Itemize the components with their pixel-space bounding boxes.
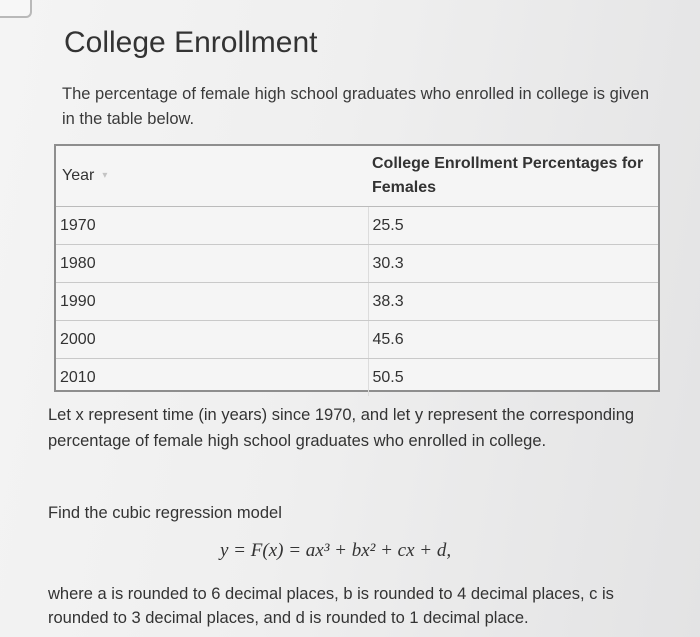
page-corner-tab xyxy=(0,0,32,18)
percentage-column-header: College Enrollment Percentages for Females xyxy=(368,146,658,207)
table-row xyxy=(56,207,658,245)
table-row xyxy=(56,321,658,359)
percentage-cell: 50.5 xyxy=(372,368,404,386)
year-column-header[interactable] xyxy=(56,146,368,207)
table-header-row xyxy=(56,146,658,207)
regression-formula: y = F(x) = ax³ + bx² + cx + d, xyxy=(220,540,452,561)
enrollment-table xyxy=(56,146,658,396)
enrollment-table-container xyxy=(54,144,660,392)
year-cell: 2000 xyxy=(56,321,368,359)
year-cell: 1980 xyxy=(56,245,368,283)
year-cell: 1970 xyxy=(56,207,368,245)
table-row xyxy=(56,283,658,321)
page-title: College Enrollment xyxy=(64,26,318,59)
table-row xyxy=(56,245,658,283)
instruction-text: Find the cubic regression model xyxy=(48,504,282,522)
sort-icon[interactable]: ▾ xyxy=(102,170,108,182)
intro-text: The percentage of female high school graduates who enrolled in college is given in the table below. xyxy=(62,85,650,128)
percentage-cell: 38.3 xyxy=(368,283,658,321)
variable-definition-text: Let x represent time (in years) since 1970, and let y represent the corresponding percentage of female high school graduates who enrolled in college. xyxy=(48,406,635,450)
percentage-cell: 30.3 xyxy=(368,245,658,283)
year-header-label: Year xyxy=(62,167,95,184)
percentage-cell: 25.5 xyxy=(368,207,658,245)
year-cell: 2010 xyxy=(56,359,368,397)
rounding-instructions: where a is rounded to 6 decimal places, b is rounded to 4 decimal places, c is rounded to 3 decimal places, and d is rounded to 1 decimal place. xyxy=(48,585,614,627)
table-row xyxy=(56,359,658,397)
percentage-cell: 45.6 xyxy=(368,321,658,359)
year-cell: 1990 xyxy=(56,283,368,321)
